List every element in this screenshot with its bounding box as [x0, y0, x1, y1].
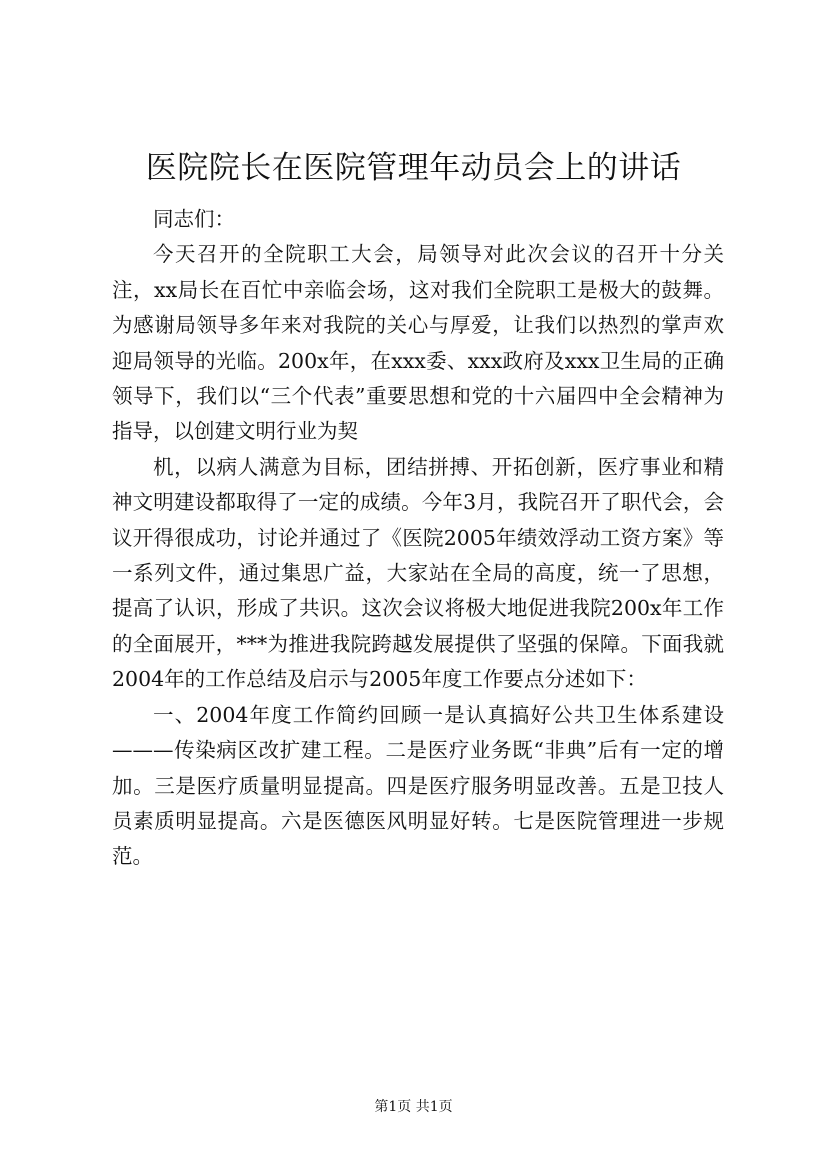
- document-title: 医院院长在医院管理年动员会上的讲话: [145, 150, 682, 186]
- paragraph-1: 今天召开的全院职工大会，局领导对此次会议的召开十分关注，xx局长在百忙中亲临会场，这对我们全院职工是极大的鼓舞。为感谢局领导多年来对我院的关心与厚爱，让我们以热烈的掌声欢迎局领导的光临。200x年，在xxx委、xxx政府及xxx卫生局的正确领导下，我们以“三个代表”重要思想和党的十六届四中全会精神为指导，以创建文明行业为契: [112, 242, 724, 444]
- paragraph-2: 机，以病人满意为目标，团结拼搏、开拓创新，医疗事业和精神文明建设都取得了一定的成绩。今年3月，我院召开了职代会，会议开得很成功，讨论并通过了《医院2005年绩效浮动工资方案》等一系列文件，通过集思广益，大家站在全局的高度，统一了思想，提高了认识，形成了共识。这次会议将极大地促进我院200x年工作的全面展开，***为推进我院跨越发展提供了坚强的保障。下面我就2004年的工作总结及启示与2005年度工作要点分述如下：: [112, 454, 724, 692]
- greeting: 同志们：: [153, 207, 235, 231]
- paragraph-3: 一、2004年度工作简约回顾一是认真搞好公共卫生体系建设———传染病区改扩建工程。二是医疗业务既“非典”后有一定的增加。三是医疗质量明显提高。四是医疗服务明显改善。五是卫技人员素质明显提高。六是医德医风明显好转。七是医院管理进一步规范。: [112, 702, 724, 869]
- document-body: [112, 202, 724, 875]
- page-footer: 第1页 共1页: [374, 1099, 453, 1115]
